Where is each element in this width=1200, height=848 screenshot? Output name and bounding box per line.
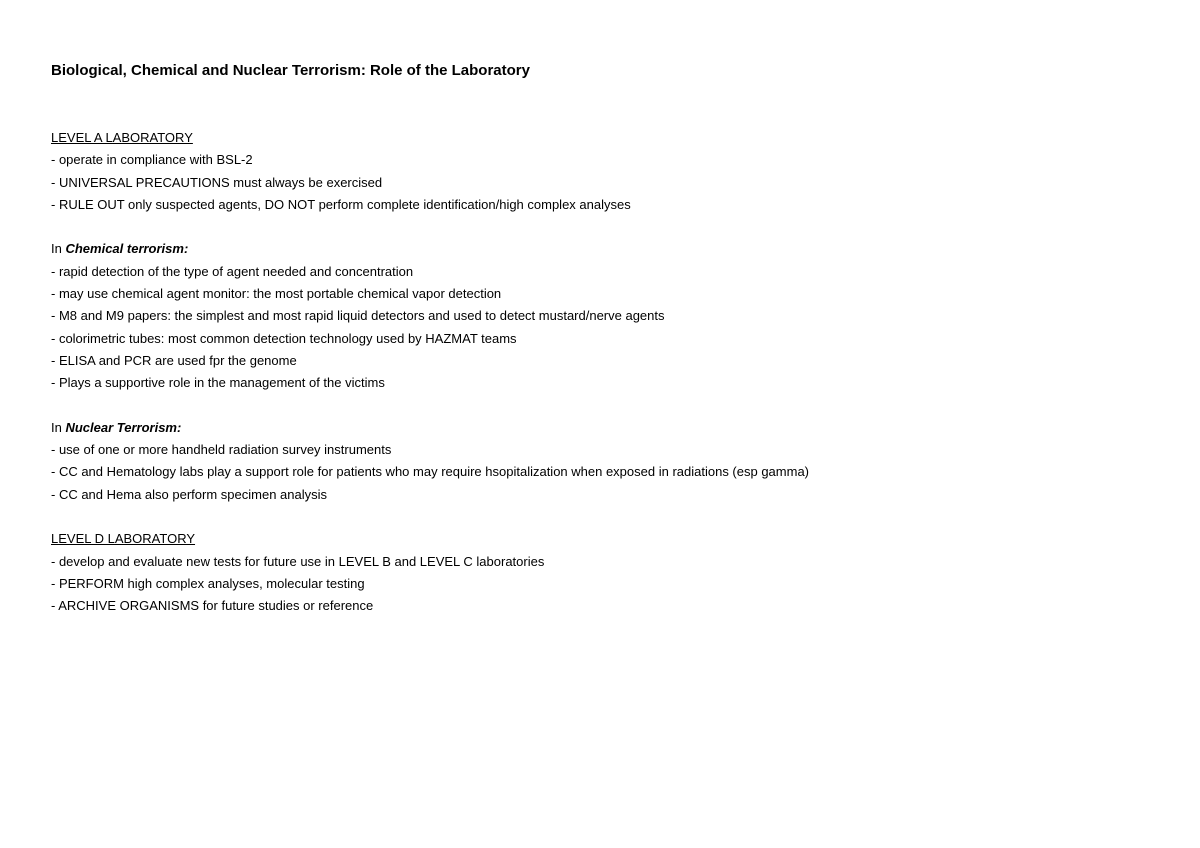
chemical-item: - M8 and M9 papers: the simplest and most rapid liquid detectors and used to detect mustard/nerve agents [51, 308, 665, 324]
chemical-prefix: In [51, 241, 66, 257]
page-title: Biological, Chemical and Nuclear Terrorism: Role of the Laboratory [51, 62, 530, 79]
nuclear-heading-line [51, 417, 1151, 439]
nuclear-heading: Nuclear Terrorism: [65, 419, 182, 435]
nuclear-item: - use of one or more handheld radiation survey instruments [51, 442, 392, 458]
spacer [51, 216, 1151, 238]
level-d-item: - PERFORM high complex analyses, molecular testing [51, 575, 365, 591]
spacer [51, 395, 1151, 417]
nuclear-item: - CC and Hema also perform specimen analysis [51, 486, 327, 502]
chemical-item: - Plays a supportive role in the management of the victims [51, 375, 385, 391]
chemical-item: - colorimetric tubes: most common detection technology used by HAZMAT teams [51, 330, 517, 346]
level-a-item: - operate in compliance with BSL-2 [51, 152, 253, 168]
level-a-item: - RULE OUT only suspected agents, DO NOT perform complete identification/high complex analyses [51, 196, 631, 212]
nuclear-item: - CC and Hematology labs play a support role for patients who may require hsopitalization when exposed in radiations (esp gamma) [51, 464, 810, 480]
level-d-heading: LEVEL D LABORATORY [51, 531, 196, 547]
level-d-item: - develop and evaluate new tests for future use in LEVEL B and LEVEL C laboratories [51, 553, 545, 569]
document-body [51, 127, 1151, 618]
level-a-item: - UNIVERSAL PRECAUTIONS must always be exercised [51, 174, 383, 190]
chemical-item: - may use chemical agent monitor: the most portable chemical vapor detection [51, 286, 502, 302]
spacer [51, 506, 1151, 528]
level-d-item: - ARCHIVE ORGANISMS for future studies or reference [51, 598, 374, 614]
level-a-heading: LEVEL A LABORATORY [51, 130, 193, 145]
nuclear-prefix: In [51, 419, 66, 435]
chemical-heading: Chemical terrorism: [65, 241, 189, 257]
chemical-heading-line [51, 238, 1151, 260]
chemical-item: - rapid detection of the type of agent needed and concentration [51, 263, 414, 279]
chemical-item: - ELISA and PCR are used fpr the genome [51, 352, 297, 368]
